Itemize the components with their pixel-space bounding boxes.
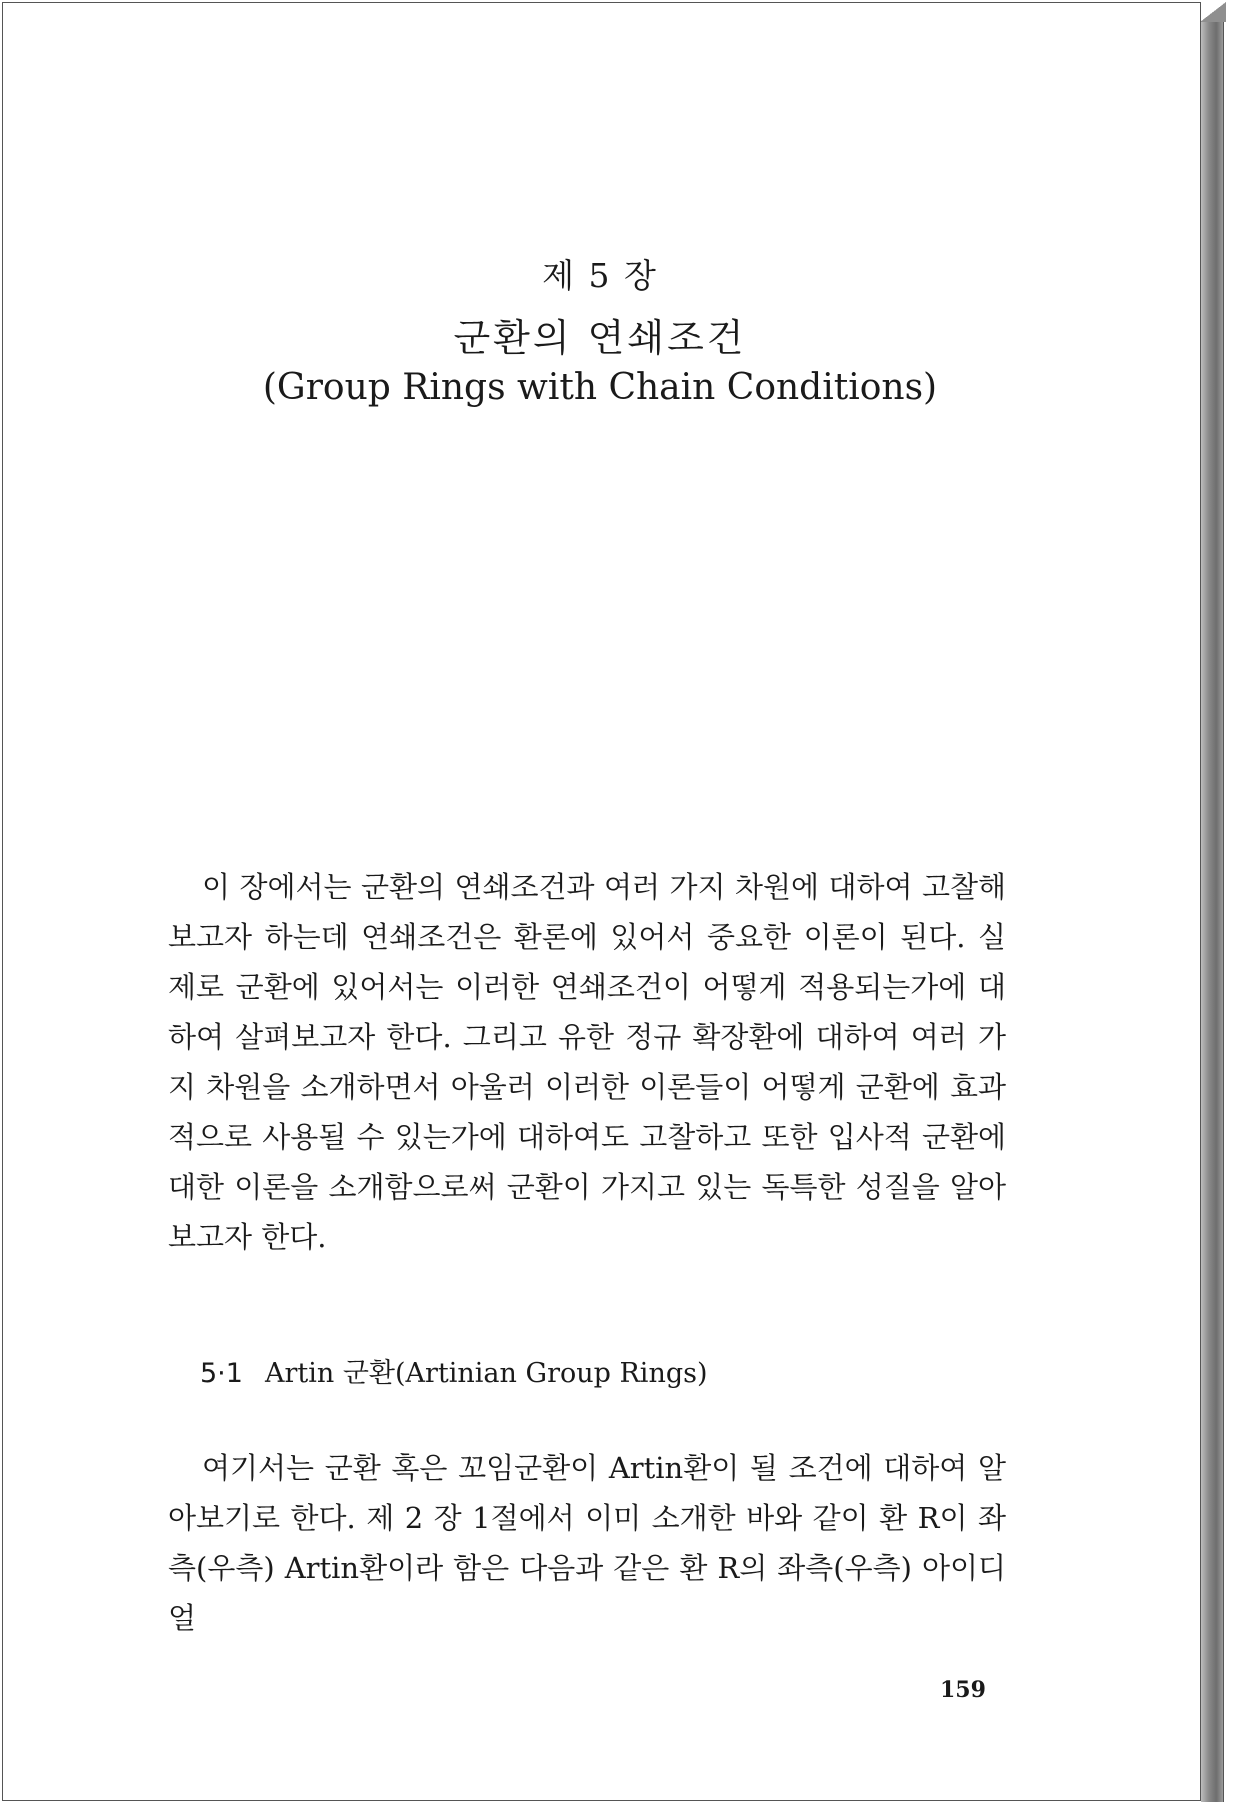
intro-paragraph: 이 장에서는 군환의 연쇄조건과 여러 가지 차원에 대하여 고찰해 보고자 하는데 연쇄조건은 환론에 있어서 중요한 이론이 된다. 실제로 군환에 있어서는 이러한 연쇄조건이 어떻게 적용되는가에 대하여 살펴보고자 한다. 그리고 유한 정규 확장환에 대하여 여러 가지 차원을 소개하면서 아울러 이러한 이론들이 어떻게 군환에 효과적으로 사용될 수 있는가에 대하여도 고찰하고 또한 입사적 군환에 대한 이론을 소개함으로써 군환이 가지고 있는 독특한 성질을 알아보고자 한다.	[168, 870, 1006, 1254]
chapter-title-english: (Group Rings with Chain Conditions)	[262, 367, 938, 408]
chapter-title-korean: 군환의 연쇄조건	[453, 316, 747, 360]
chapter-number: 제 5 장	[542, 256, 658, 295]
page-number: 159	[940, 1677, 986, 1703]
section-heading	[200, 1351, 708, 1390]
section-title: Artin 군환(Artinian Group Rings)	[264, 1358, 708, 1389]
page-edge-stack	[1201, 6, 1224, 1802]
page-corner	[1200, 2, 1226, 22]
section-number: 5·1	[200, 1358, 243, 1389]
section-paragraph: 여기서는 군환 혹은 꼬임군환이 Artin환이 될 조건에 대하여 알아보기로 한다. 제 2 장 1절에서 이미 소개한 바와 같이 환 R이 좌측(우측) Artin환이라 함은 다음과 같은 환 R의 좌측(우측) 아이디얼	[168, 1451, 1006, 1635]
